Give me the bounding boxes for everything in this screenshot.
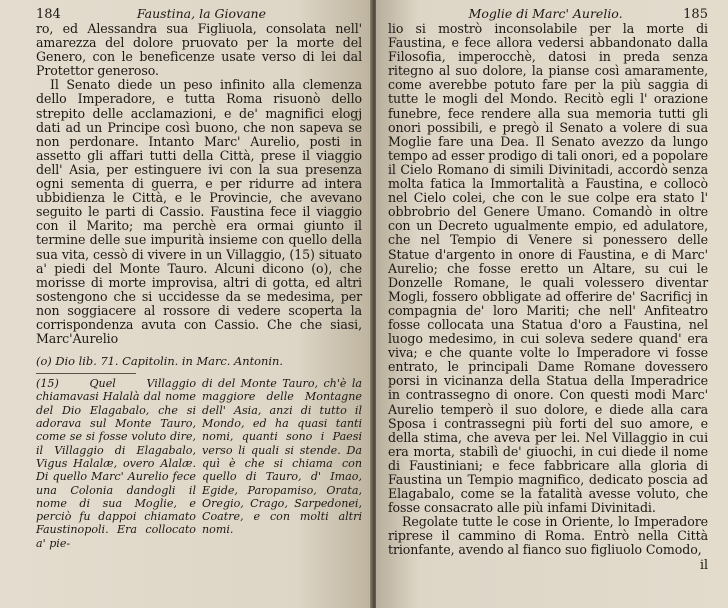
right-page-number: 185: [683, 7, 708, 22]
right-paragraph: lio si mostrò inconsolabile per la morte di Faustina, e fece allora vedersi abbandonato dalla Filosofia, imperocchè, datosi in preda senza ritegno al suo dolore, la pianse così amaramente, come averebbe potuto fare per la più saggia di tutte le mogli del Mondo. Recitò egli l' orazione funebre, fece rendere alla sua memoria tutti gli onori possibili, e pregò il Senato a volere di sua Moglie fare una Dea. Il Senato avezzo da lungo tempo ad esser prodigo di tali onori, ed a popolare il Cielo Romano di simili Divinitadi, accordò senza molta fatica la Immortalità a Faustina, e collocò nel Cielo colei, che con le sue colpe era stato l' obbrobrio del Genere Umano. Comandò in oltre con un Decreto ugualmente empio, ed adulatore, che nel Tempio di Venere si ponessero delle Statue d'argento in onore di Faustina, e di Marc' Aurelio; che fosse eretto un Altare, su cui le Donzelle Romane, le quali volessero diventar Mogli, fossero obbligate ad offerire de' Sacrificj in compagnia de' loro Mariti; che nell' Anfiteatro fosse collocata una Statua d'oro a Faustina, nel luogo medesimo, in cui soleva sedere quand' era viva; e che quante volte lo Imperadore vi fosse entrato, le principali Dame Romane dovessero porsi in vicinanza della Statua della Imperadrice in contrassegno di onore. Con questi modi Marc' Aurelio temperò il suo dolore, e diede alla cara Sposa i contrassegni più forti del suo amore, e della stima, che aveva per lei. Nel Villaggio in cui era morta, stabilì de' giuochi, in cui diede il nome di Faustiniani; e fece fabbricare alla gloria di Faustina un Tempio magnifico, dedicato poscia ad Elagabalo, come se la fatalità avesse voluto, che fosse consacrato alle più infami Divinitadi.: [388, 21, 708, 516]
footnote-rule: [36, 373, 136, 374]
left-running-head: Faustina, la Giovane: [136, 6, 266, 21]
left-body-text: [36, 22, 362, 346]
note-15: [36, 377, 362, 550]
right-page-header: [388, 6, 708, 22]
left-paragraph: ro, ed Alessandra sua Figliuola, consolata nell' amarezza del dolore pruovato per la morte del Genero, con le beneficenze usate verso di lei dal Protettor generoso.: [36, 21, 362, 79]
right-page: [376, 0, 728, 608]
note-15-text: (15) Quel Villaggio chiamavasi Halalà dal nome del Dio Elagabalo, che si adorava sul Monte Tauro, come se si fosse voluto dire, il Villaggio di Elagabalo, Vigus Halalæ, overo Alalæ. Di quello Marc' Aurelio fece una Colonia dandogli il nome di sua Moglie, e perciò fu dappoi chiamato Faustinopoli. Era collocato a' pie-: [36, 377, 196, 550]
left-paragraph: Il Senato diede un peso infinito alla clemenza dello Imperadore, e tutta Roma risuonò dello strepito delle acclamazioni, e de' magnifici elogj dati ad un Principe così buono, che non sapeva se non perdonare. Intanto Marc' Aurelio, posti in assetto gli affari tutti della Città, prese il viaggio dell' Asia, per estinguere ivi con la sua presenza ogni sementa di guerra, e per ridurre ad intera ubbidienza le Città, e le Provincie, che avevano seguito le parti di Cassio. Faustina fece il viaggio con il Marito; ma perchè era ormai giunto il termine delle sue impurità insieme con quello della sua vita, cessò di vivere in un Villaggio, (15) situato a' piedi del Monte Tauro. Alcuni dicono (o), che morisse di morte improvisa, altri di gotta, ed altri sostengono che si uccidesse da se medesima, per non soggiacere al rossore di vedere scoperta la corrispondenza avuta con Cassio. Che che siasi, Marc'Aurelio: [36, 77, 362, 347]
note-15-column-right: [202, 377, 362, 550]
note-15-text: di del Monte Tauro, ch'è la maggiore delle Montagne dell' Asia, anzi di tutto il Mondo, ed ha quasi tanti nomi, quanti sono i Paesi verso li quali si stende. Da quì è che si chiama con quello di Tauro, d' Imao, Egide, Paropamiso, Orata, Oregio, Crago, Sarpedonei, Coatre, e con molti altri nomi.: [202, 377, 362, 537]
left-page-header: [36, 6, 362, 22]
left-page-number: 184: [36, 7, 61, 22]
note-15-column-left: [36, 377, 196, 550]
right-body-text: [388, 22, 708, 558]
right-paragraph: Regolate tutte le cose in Oriente, lo Imperadore riprese il cammino di Roma. Entrò nella Città trionfante, avendo al fianco suo figliuolo Comodo,: [388, 514, 708, 558]
right-running-head: Moglie di Marc' Aurelio.: [468, 6, 623, 21]
footnote-o: (o) Dio lib. 71. Capitolin. in Marc. Antonin.: [36, 354, 283, 369]
catchword: il: [699, 556, 708, 572]
